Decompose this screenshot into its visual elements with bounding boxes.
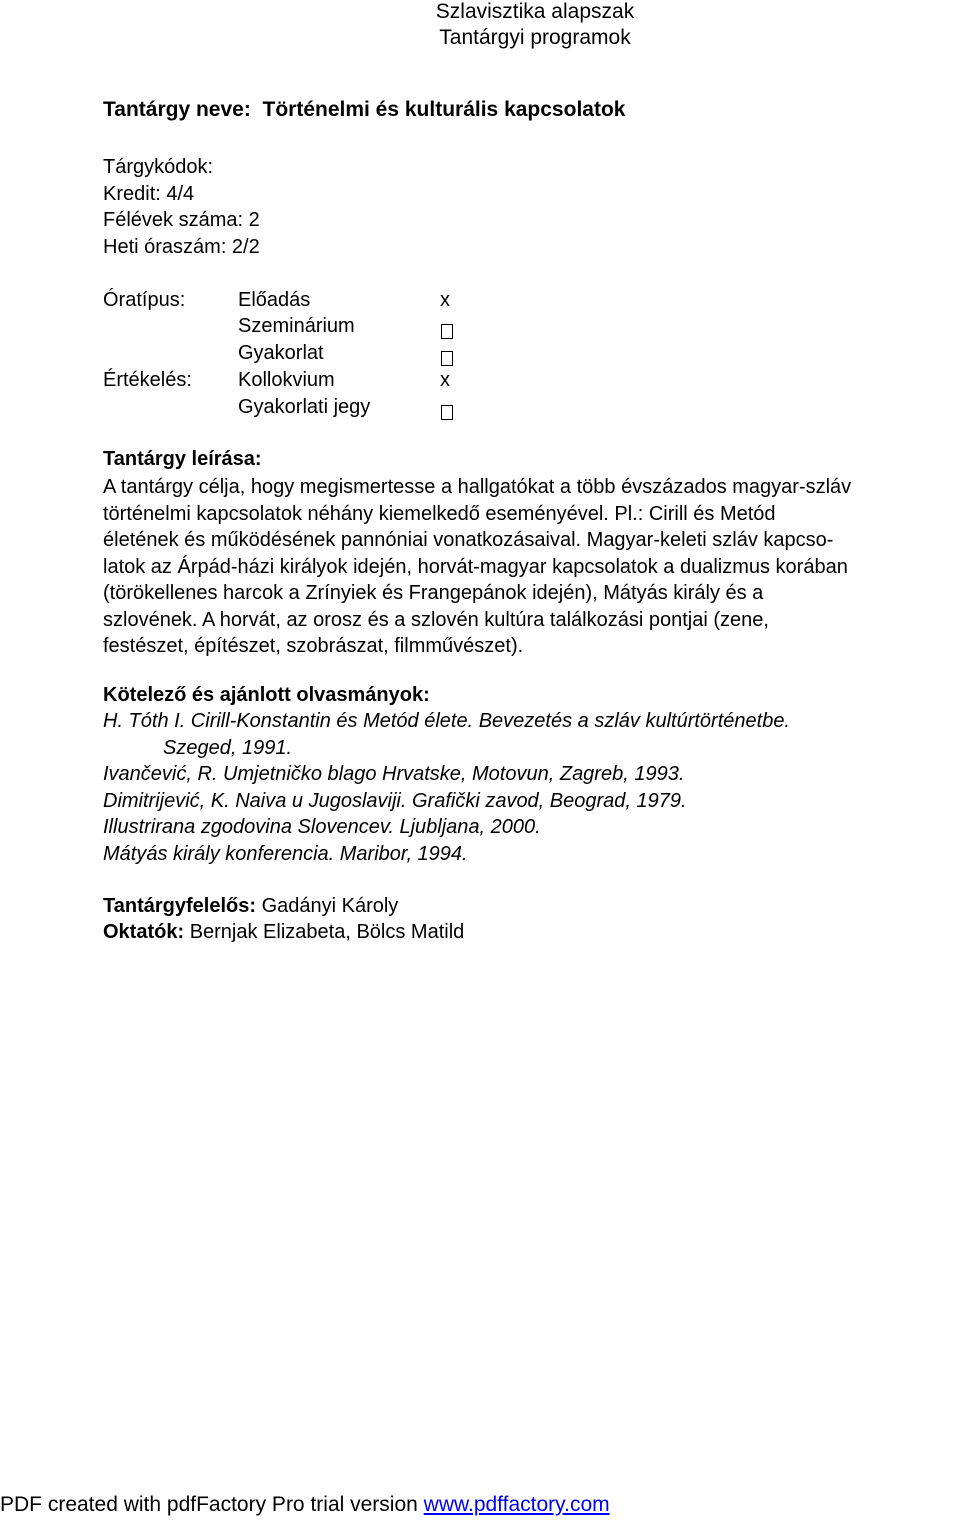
course-name-label: Tantárgy neve: <box>103 98 251 121</box>
reading-item: Mátyás király konferencia. Maribor, 1994. <box>103 843 468 865</box>
description-line: festészet, építészet, szobrászat, filmművészet). <box>103 635 524 657</box>
class-type-gyakorlat-checkbox <box>441 348 453 371</box>
description-line: történelmi kapcsolatok néhány kiemelkedő eseményével. Pl.: Cirill és Metód <box>103 502 776 525</box>
class-type-eloadas-mark: x <box>440 289 450 311</box>
class-type-item-szeminarium: Szeminárium <box>238 315 355 337</box>
class-type-label: Óratípus: <box>103 289 186 311</box>
description-line: A tantárgy célja, hogy megismertesse a hallgatókat a több évszázados magyar-szláv <box>103 476 852 498</box>
evaluation-item-gyakorlati-jegy: Gyakorlati jegy <box>238 396 371 418</box>
description-line: szlovének. A horvát, az orosz és a szlovén kultúra találkozási pontjai (zene, <box>103 608 769 631</box>
description-line: (törökellenes harcok a Zrínyiek és Frangepánok idején), Mátyás király és a <box>103 582 764 604</box>
description-body <box>103 474 960 660</box>
course-responsible-label: Tantárgyfelelős: <box>103 895 256 917</box>
document-header-line-1: Szlavisztika alapszak <box>435 0 635 23</box>
evaluation-kollokvium-mark: x <box>440 369 450 391</box>
pdf-footer-text: PDF created with pdfFactory Pro trial version <box>0 1493 424 1516</box>
description-line: életének és működésének pannóniai vonatkozásaival. Magyar-keleti szláv kapcso- <box>103 529 834 551</box>
instructors-value: Bernjak Elizabeta, Bölcs Matild <box>189 921 465 943</box>
reading-item: Ivančević, R. Umjetničko blago Hrvatske, Motovun, Zagreb, 1993. <box>103 763 685 785</box>
reading-item: Illustrirana zgodovina Slovencev. Ljubljana, 2000. <box>103 816 541 838</box>
reading-item: Dimitrijević, K. Naiva u Jugoslaviji. Grafički zavod, Beograd, 1979. <box>103 790 687 812</box>
pdf-footer <box>0 1493 610 1517</box>
evaluation-label: Értékelés: <box>103 369 192 391</box>
evaluation-gyakorlati-jegy-checkbox <box>441 402 453 425</box>
class-type-szeminarium-checkbox <box>441 321 453 344</box>
instructors-row <box>103 921 464 944</box>
reading-item: H. Tóth I. Cirill-Konstantin és Metód élete. Bevezetés a szláv kultúrtörténetbe. <box>103 710 790 732</box>
course-responsible-row <box>103 895 398 918</box>
description-line: latok az Árpád-házi királyok idején, horvát-magyar kapcsolatok a dualizmus korában <box>103 555 848 578</box>
course-responsible-value: Gadányi Károly <box>261 895 399 917</box>
pdffactory-link[interactable]: www.pdffactory.com <box>423 1493 610 1516</box>
description-heading: Tantárgy leírása: <box>103 448 262 470</box>
course-credit: Kredit: 4/4 <box>103 183 195 205</box>
class-type-item-gyakorlat: Gyakorlat <box>238 342 324 364</box>
course-name-row <box>103 98 625 122</box>
readings-heading: Kötelező és ajánlott olvasmányok: <box>103 684 430 706</box>
document-header-line-2: Tantárgyi programok <box>439 26 631 49</box>
reading-item: Szeged, 1991. <box>163 737 292 759</box>
course-semesters: Félévek száma: 2 <box>103 209 260 231</box>
evaluation-item-kollokvium: Kollokvium <box>238 369 335 391</box>
course-weekly-hours: Heti óraszám: 2/2 <box>103 236 260 258</box>
course-codes: Tárgykódok: <box>103 156 214 178</box>
instructors-label: Oktatók: <box>103 921 185 943</box>
course-name-value: Történelmi és kulturális kapcsolatok <box>262 98 626 121</box>
class-type-item-eloadas: Előadás <box>238 289 311 311</box>
